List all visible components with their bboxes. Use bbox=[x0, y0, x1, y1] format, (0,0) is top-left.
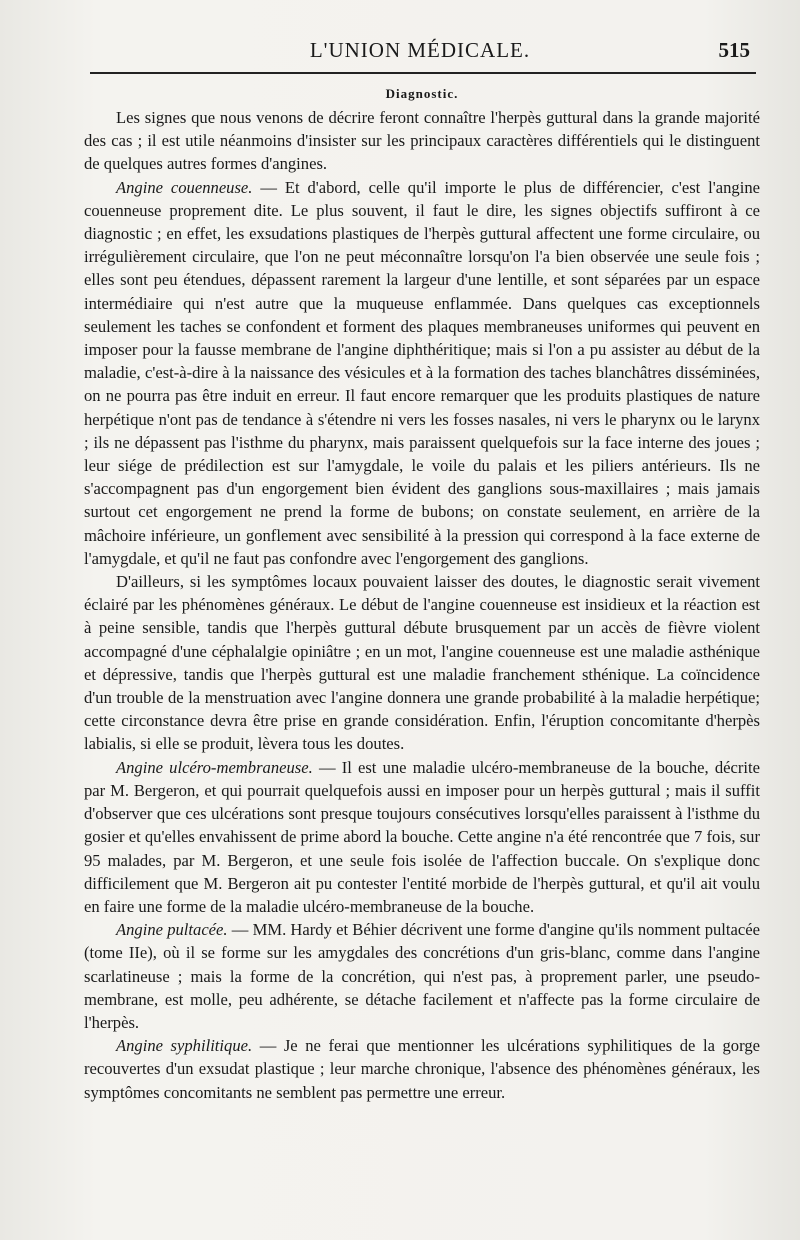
header-rule bbox=[90, 72, 756, 74]
section-title: Diagnostic. bbox=[385, 86, 459, 101]
paragraph-general-signs bbox=[84, 570, 760, 756]
paragraph-text: — Je ne ferai que mentionner les ulcérations syphilitiques de la gorge recouvertes d'un exsudat plastique ; leur marche chronique, l'absence des phénomènes généraux, les symptômes concomitants ne semblent pas permettre une erreur. bbox=[84, 1036, 760, 1102]
paragraph-angine-syphilitique bbox=[84, 1034, 760, 1104]
paragraph-angine-couenneuse bbox=[84, 176, 760, 570]
paragraph-text: — MM. Hardy et Béhier décrivent une forme d'angine qu'ils nomment pultacée (tome IIe), où il se forme sur les amygdales des concrétions d'un gris-blanc, comme dans l'angine scarlatineuse ; mais la forme de la concrétion, qui n'est pas, à proprement parler, une pseudo-membrane, est molle, peu adhérente, se détache facilement et n'affecte pas la forme circulaire de l'herpès. bbox=[84, 920, 760, 1032]
paragraph-lead: Angine pultacée. bbox=[116, 920, 228, 940]
paragraph-text: Les signes que nous venons de décrire feront connaître l'herpès guttural dans la grande majorité des cas ; il est utile néanmoins d'insister sur les principaux caractères différentiels qui le distinguent de quelques autres formes d'angines. bbox=[84, 108, 760, 174]
article-body bbox=[84, 84, 760, 1104]
paragraph-angine-ulcero-membraneuse bbox=[84, 756, 760, 918]
paragraph-lead: Angine ulcéro-membraneuse. bbox=[116, 757, 313, 777]
journal-title: L'UNION MÉDICALE. bbox=[309, 38, 531, 62]
page-number: 515 bbox=[718, 38, 750, 62]
paragraph-intro bbox=[84, 106, 760, 176]
paragraph-text: — Il est une maladie ulcéro-membraneuse de la bouche, décrite par M. Bergeron, et qui pourrait quelquefois aussi en imposer pour un herpès guttural ; mais il suffit d'observer que ces ulcérations sont presque toujours consécutives lorsqu'elles paraissent à l'isthme du gosier et qu'elles envahissent de prime abord la bouche. Cette angine n'a été rencontrée que 7 fois, sur 95 malades, par M. Bergeron, et une seule fois isolée de l'affection buccale. On s'explique donc difficilement que M. Bergeron ait pu contester l'entité morbide de l'herpès guttural, et qu'il ait voulu en faire une forme de la maladie ulcéro-membraneuse de la bouche. bbox=[84, 757, 760, 916]
paragraph-lead: Angine syphilitique. bbox=[116, 1036, 253, 1056]
paragraph-text: D'ailleurs, si les symptômes locaux pouvaient laisser des doutes, le diagnostic serait vivement éclairé par les phénomènes généraux. Le début de l'angine couenneuse est insidieux et la réaction est à peine sensible, tandis que l'herpès guttural débute brusquement par un accès de fièvre violent accompagné d'une céphalalgie opiniâtre ; en un mot, l'angine couenneuse est une maladie asthénique et dépressive, tandis que l'herpès guttural est une maladie franchement sthénique. La coïncidence d'un trouble de la menstruation avec l'angine donnera une grande probabilité à la maladie herpétique; cette circonstance devra être prise en grande considération. Enfin, l'éruption concomitante d'herpès labialis, si elle se produit, lèvera tous les doutes. bbox=[84, 572, 760, 754]
paragraph-angine-pultacee bbox=[84, 918, 760, 1034]
paragraph-text: — Et d'abord, celle qu'il importe le plus de différencier, c'est l'angine couenneuse proprement dite. Le plus souvent, il faut le dire, les signes objectifs suffiront à ce diagnostic ; en effet, les exsudations plastiques de l'herpès guttural affectent une forme circulaire, ou irrégulièrement circulaire, que l'on ne peut méconnaître lorsqu'on l'a bien observée une seule fois ; elles sont peu étendues, dépassent rarement la largeur d'une lentille, et sont séparées par un espace intermédiaire qui n'est autre que la muqueuse enflammée. Dans quelques cas exceptionnels seulement les taches se confondent et forment des plaques membraneuses uniformes qui peuvent en imposer pour la fausse membrane de l'angine diphthéritique; mais si l'on a pu assister au début de la maladie, c'est-à-dire à la naissance des vésicules et à la formation des taches blanchâtres disséminées, on ne pourra pas être induit en erreur. Il faut encore remarquer que les produits plastiques de nature herpétique n'ont pas de tendance à s'étendre ni vers les fosses nasales, ni vers le pharynx ou le larynx ; ils ne dépassent pas l'isthme du pharynx, mais paraissent quelquefois sur la face interne des joues ; leur siége de prédilection est sur l'amygdale, le voile du palais et les piliers antérieurs. Ils ne s'accompagnent pas d'un engorgement bien évident des ganglions sous-maxillaires ; mais jamais surtout cet engorgement ne prend la forme de bubons; on constate seulement, en arrière de la mâchoire inférieure, un gonflement avec sensibilité à la pression qui correspond à la face externe de l'amygdale, et qu'il ne faut pas confondre avec l'engorgement des ganglions. bbox=[84, 177, 760, 568]
paragraph-lead: Angine couenneuse. bbox=[116, 177, 253, 197]
running-head bbox=[88, 34, 752, 68]
